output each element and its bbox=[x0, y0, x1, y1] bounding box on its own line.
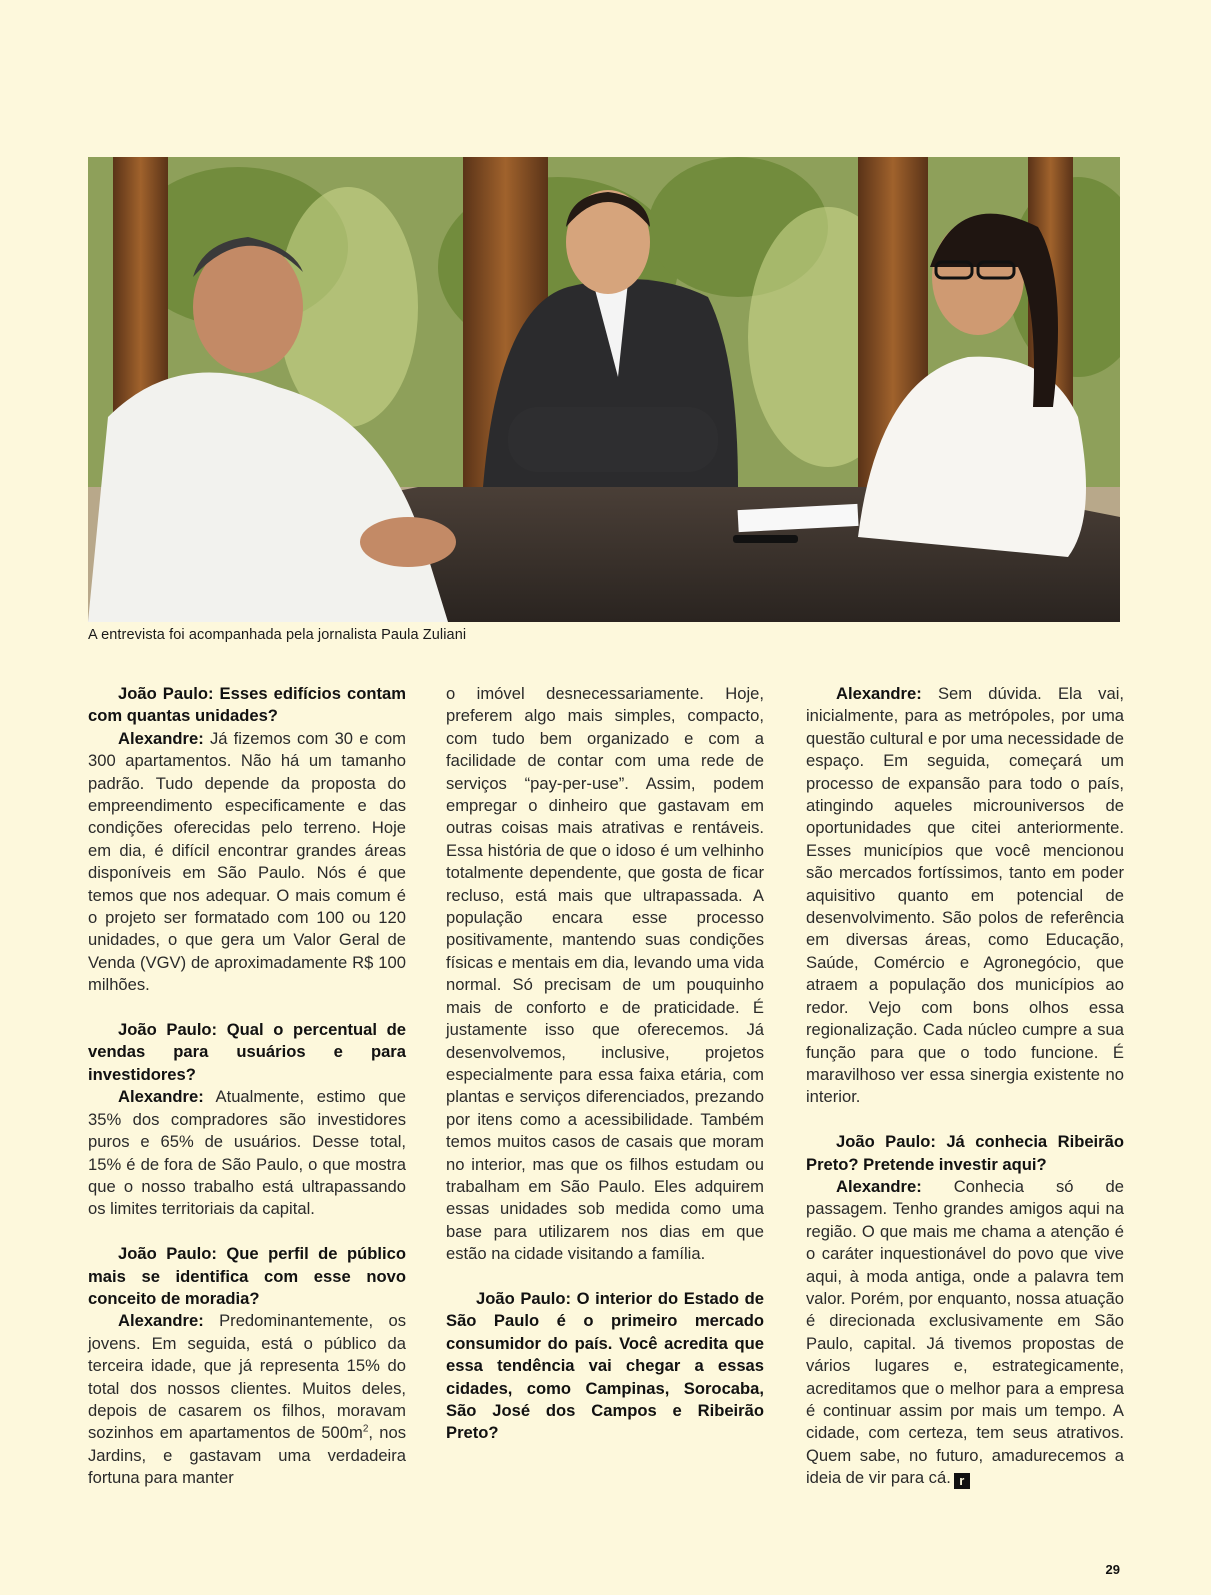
answer-text: Predominantemente, os jovens. Em seguida, está o público da terceira idade, que já representa 15% do total dos nossos clientes. Muitos deles, depois de casarem os filhos, moravam sozinhos em apartamentos de 500m bbox=[88, 1311, 406, 1443]
answer-text: Já fizemos com 30 e com 300 apartamentos. Não há um tamanho padrão. Tudo depende da proposta do empreendimento especificamente e das condições oferecidas pelo terreno. Hoje em dia, é difícil encontrar grandes áreas disponíveis em São Paulo. Nós é que temos que nos adequar. O mais comum é o projeto ser formatado com 100 ou 120 unidades, o que gera um Valor Geral de Venda (VGV) de aproximadamente R$ 100 milhões. bbox=[88, 728, 406, 995]
column-2 bbox=[446, 683, 764, 1445]
photo-caption: A entrevista foi acompanhada pela jornalista Paula Zuliani bbox=[88, 627, 467, 643]
question-4: João Paulo: O interior do Estado de São Paulo é o primeiro mercado consumidor do país. Você acredita que essa tendência vai chegar a essas cidades, como Campinas, Sorocaba, São José dos Campos e Ribeirão Preto? bbox=[446, 1288, 764, 1443]
question-1: João Paulo: Esses edifícios contam com quantas unidades? bbox=[88, 684, 406, 726]
answer-2 bbox=[88, 1086, 406, 1220]
question-3: João Paulo: Que perfil de público mais se identifica com esse novo conceito de moradia? bbox=[88, 1244, 406, 1308]
answer-text-continued: , nos Jardins, e gastavam uma verdadeira fortuna para manter bbox=[88, 1423, 406, 1488]
speaker-label: Alexandre: bbox=[118, 728, 204, 748]
interview-photo bbox=[88, 157, 1120, 622]
end-mark-icon: r bbox=[954, 1473, 970, 1489]
answer-4 bbox=[806, 683, 1124, 1109]
answer-3-continued: o imóvel desnecessariamente. Hoje, preferem algo mais simples, compacto, com tudo bem organizado e com a facilidade de contar com uma rede de serviços “pay-per-use”. Assim, podem empregar o dinheiro que gastavam em outras coisas mais atrativas e rentáveis. Essa história de que o idoso é um velhinho totalmente dependente, que gosta de ficar recluso, está mais que ultrapassada. A população encara esse processo positivamente, mantendo suas condições físicas e mentais em dia, levando uma vida normal. Só precisam de um pouquinho mais de conforto e de praticidade. É justamente isso que oferecemos. Já desenvolvemos, inclusive, projetos especialmente para essa faixa etária, com plantas e serviços diferenciados, prezando por itens como a acessibilidade. Também temos muitos casos de casais que moram no interior, mas que os filhos estudam ou trabalham em São Paulo. Eles adquirem essas unidades sob medida como uma base para utilizarem nos dias em que estão na cidade visitando a família. bbox=[446, 684, 764, 1264]
question-2: João Paulo: Qual o percentual de vendas para usuários e para investidores? bbox=[88, 1020, 406, 1084]
answer-5 bbox=[806, 1176, 1124, 1490]
answer-3 bbox=[88, 1310, 406, 1489]
column-3 bbox=[806, 683, 1124, 1490]
interview-photo-icon bbox=[88, 157, 1120, 622]
page-number: 29 bbox=[1105, 1562, 1120, 1577]
speaker-label: Alexandre: bbox=[836, 684, 922, 703]
superscript: 2 bbox=[362, 1423, 369, 1435]
answer-text: Atualmente, estimo que 35% dos compradores são investidores puros e 65% de usuários. Desse total, 15% é de fora de São Paulo, o que mostra que o nosso trabalho está ultrapassando os limites territoriais da capital. bbox=[88, 1087, 406, 1219]
speaker-label: Alexandre: bbox=[118, 1087, 204, 1107]
answer-text: Sem dúvida. Ela vai, inicialmente, para as metrópoles, por uma questão cultural e por uma necessidade de espaço. Em seguida, começará um processo de expansão para todo o país, atingindo aqueles microuniversos de oportunidades que citei anteriormente. Esses municípios que você mencionou são mercados fortíssimos, tanto em poder aquisitivo quanto em potencial de desenvolvimento. São polos de referência em diversas áreas, como Educação, Saúde, Comércio e Agronegócio, que atraem a população dos municípios ao redor. Vejo com bons olhos essa regionalização. Cada núcleo cumpre a sua função para que o todo funcione. É maravilhoso ver essa sinergia existente no interior. bbox=[806, 684, 1124, 1107]
speaker-label: Alexandre: bbox=[118, 1311, 204, 1331]
answer-text: Conhecia só de passagem. Tenho grandes amigos aqui na região. O que mais me chama a atenção é o caráter inquestionável do povo que vive aqui, à moda antiga, onde a palavra tem valor. Porém, por enquanto, nossa atuação é direcionada exclusivamente em São Paulo, capital. Já tivemos propostas de vários lugares e, estrategicamente, acreditamos que o melhor para a empresa é continuar assim por mais um tempo. A cidade, com certeza, tem seus atrativos. Quem sabe, no futuro, amadurecemos a ideia de vir para cá. bbox=[806, 1176, 1124, 1488]
speaker-label: Alexandre: bbox=[836, 1176, 922, 1196]
question-5: João Paulo: Já conhecia Ribeirão Preto? Pretende investir aqui? bbox=[806, 1132, 1124, 1174]
column-1 bbox=[88, 683, 406, 1490]
answer-1 bbox=[88, 728, 406, 997]
